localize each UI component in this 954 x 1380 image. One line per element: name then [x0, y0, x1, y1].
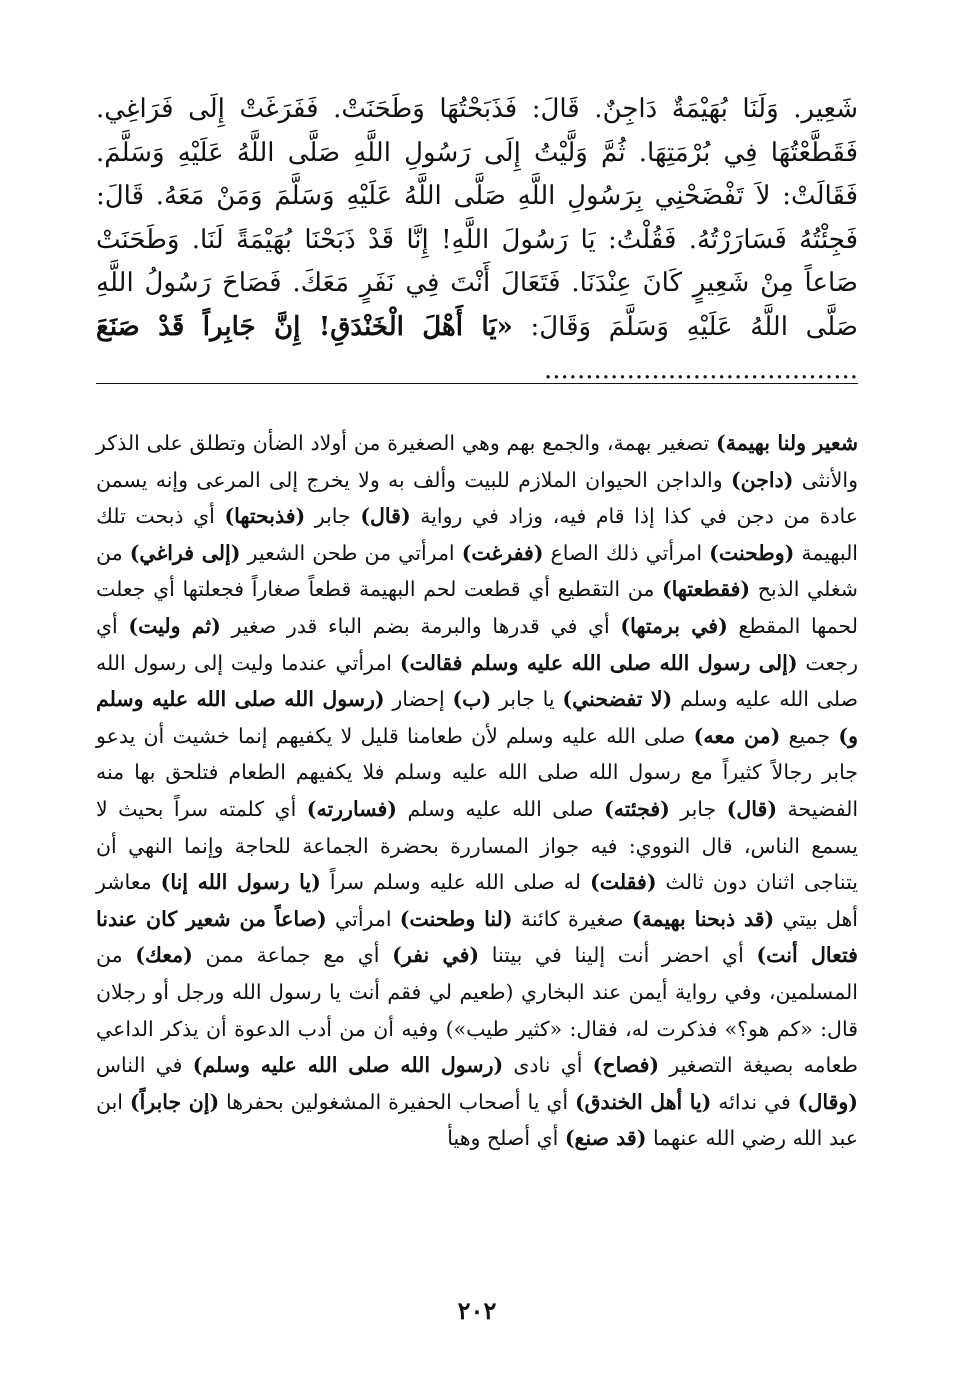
commentary-text: أي أصلح وهيأ [447, 1126, 565, 1151]
commentary-term: (فقطعتها) [661, 577, 751, 602]
commentary-text: تصغير بهمة، والجمع بهم وهي الصغيرة من أولاد الضأن وتطلق على الذكر والأنثى [96, 431, 859, 492]
commentary-term: (في برمتها) [620, 613, 728, 638]
commentary-text: أي مع جماعة ممن [192, 943, 393, 968]
commentary-term: (فقلت) [590, 870, 657, 895]
footnote-separator [96, 383, 858, 384]
commentary-text: جابر [669, 796, 727, 821]
commentary-text: والداجن الحيوان الملازم للبيت وألف به ولا يخرج إلى المرعى وإنه يسمن عادة من دجن في كذا إذا قام فيه، وزاد في رواية [96, 467, 858, 529]
commentary-term: (إلى فراغي) [129, 540, 241, 565]
commentary-text: جميع [780, 723, 839, 748]
commentary-term: (يا أهل الخندق) [574, 1089, 712, 1114]
commentary-text: أي احضر أنت إلينا في بيتنا [479, 943, 757, 968]
commentary-term: (داجن) [730, 467, 794, 492]
commentary-text: صلى الله عليه وسلم لأن طعامنا قليل لا يكفيهم إنما خشيت أن يدعو جابر رجالاً كثيراً مع رسول الله صلى الله عليه وسلم فلا يكفيهم الطعام فتلحق بها منه الفضيحة [96, 723, 859, 821]
commentary-term: (لا تفضحني) [562, 687, 673, 712]
continuation-dots: ...................................... [543, 355, 858, 385]
commentary-term: شعير ولنا بهيمة) [716, 431, 858, 455]
commentary-text: أي رجعت [96, 613, 859, 675]
commentary-term: (وقال) [797, 1089, 858, 1114]
commentary-text: صلى الله عليه وسلم [397, 796, 605, 821]
commentary-text: من المسلمين، وفي رواية أيمن عند البخاري (طعيم لي فقم أنت يا رسول الله ورجل أو رجلان قال: «كم هو؟» فذكرت له، فقال: «كثير طيب») وفيه أن من أدب الدعوة أن يذكر الداعي طعامه بصيغة التصغير [96, 943, 858, 1078]
commentary-text: جابر [305, 504, 361, 529]
main-text-quote: «يَا أَهْلَ الْخَنْدَقِ! إِنَّ جَابِراً قَدْ صَنَعَ [96, 311, 513, 342]
commentary-term: (وطحنت) [709, 540, 795, 565]
commentary-term: (رسول الله صلى الله عليه وسلم) [192, 1053, 504, 1078]
commentary-term: (قال) [360, 504, 411, 529]
commentary-term: (فذبحتها) [224, 504, 306, 529]
commentary-text: يا جابر [491, 687, 563, 712]
commentary-term: (من معه) [693, 723, 781, 748]
page-number: ٢٠٢ [457, 1296, 497, 1325]
commentary-term: (رسول الله صلى الله عليه وسلم و) [96, 687, 858, 748]
commentary-term: (فصاح) [592, 1053, 660, 1078]
main-text-block [96, 88, 858, 393]
commentary-term: (قد صنع) [564, 1126, 647, 1151]
commentary-text: من شغلي الذبح [96, 540, 858, 602]
commentary-term: (إلى رسول الله صلى الله عليه وسلم فقالت) [399, 650, 798, 675]
commentary-text: في ندائه [711, 1089, 798, 1114]
commentary-term: (فجئته) [604, 796, 670, 821]
commentary-term: (فساررته) [306, 796, 397, 821]
commentary-term: (ففرغت) [461, 540, 544, 565]
commentary-text: أي كلمته سراً بحيث لا يسمع الناس، قال النووي: فيه جواز المساررة بحضرة الجماعة للحاجة وإنما النهي أن يتناجى اثنان دون ثالث [96, 796, 858, 895]
commentary-term: (قال) [726, 796, 778, 821]
commentary-term: (لنا وطحنت) [399, 906, 513, 931]
commentary-text: له صلى الله عليه وسلم سراً [320, 870, 591, 895]
commentary-text: أي ذبحت تلك البهيمة [96, 504, 859, 565]
commentary-text: صغيرة كائنة [512, 906, 632, 931]
commentary-text: أي في قدرها والبرمة بضم الباء قدر صغير [220, 613, 621, 638]
commentary-term: (صاعاً من شعير كان عندنا فتعال أنت) [96, 906, 858, 968]
commentary-text: امرأتي ذلك الصاع [543, 540, 710, 565]
commentary-text: ابن عبد الله رضي الله عنهما [96, 1089, 858, 1151]
commentary-term: (ب) [452, 687, 492, 712]
main-text-body: شَعِير. وَلَنَا بُهَيْمَةٌ دَاجِنٌ. قَالَ: فَذَبَحْتُهَا وَطَحَنَتْ. فَفَرَغَتْ إِلَى فَرَاغِي. فَقَطَّعْتُهَا فِي بُرْمَتِهَا. ثُمَّ وَلَّيْتُ إِلَى رَسُولِ اللَّهِ صَلَّى اللَّهُ عَلَيْهِ وَسَلَّمَ. فَقَالَتْ: لاَ تَفْضَحْنِي بِرَسُولِ اللَّهِ صَلَّى اللَّهُ عَلَيْهِ وَسَلَّمَ وَمَنْ مَعَهُ. قَالَ: فَجِئْتُهُ فَسَارَرْتُهُ. فَقُلْتُ: يَا رَسُولَ اللَّهِ! إِنَّا قَدْ ذَبَحْنَا بُهَيْمَةً لَنَا. وَطَحَنَتْ صَاعاً مِنْ شَعِيرٍ كَانَ عِنْدَنَا. فَتَعَالَ أَنْتَ فِي نَفَرٍ مَعَكَ. فَصَاحَ رَسُولُ اللَّهِ صَلَّى اللَّهُ عَلَيْهِ وَسَلَّمَ وَقَالَ: [96, 94, 858, 342]
commentary-text: من التقطيع أي قطعت لحم البهيمة قطعاً صغاراً فجعلتها أي جعلت لحمها المقطع [96, 577, 858, 638]
commentary-text: معاشر أهل بيتي [96, 870, 858, 931]
commentary-term: (قد ذبحنا بهيمة) [631, 906, 775, 931]
commentary-term: (ثم وليت) [128, 613, 221, 638]
commentary-text: امرأتي عندما وليت إلى رسول الله صلى الله عليه وسلم [96, 650, 858, 712]
commentary-text: أي نادى [503, 1053, 593, 1078]
commentary-text: أي يا أصحاب الحفيرة المشغولين بحفرها [219, 1089, 575, 1114]
commentary-term: (في نفر) [392, 943, 480, 968]
commentary-text: امرأتي [326, 906, 400, 931]
commentary-text: إحضار [384, 687, 453, 712]
commentary-text: في الناس [96, 1053, 193, 1078]
commentary-block [96, 425, 858, 1157]
commentary-text: امرأتي من طحن الشعير [240, 540, 462, 565]
commentary-term: (يا رسول الله إنا) [160, 870, 321, 895]
commentary-term: (إن جابراً) [129, 1089, 220, 1114]
commentary-term: (معك) [135, 943, 193, 968]
